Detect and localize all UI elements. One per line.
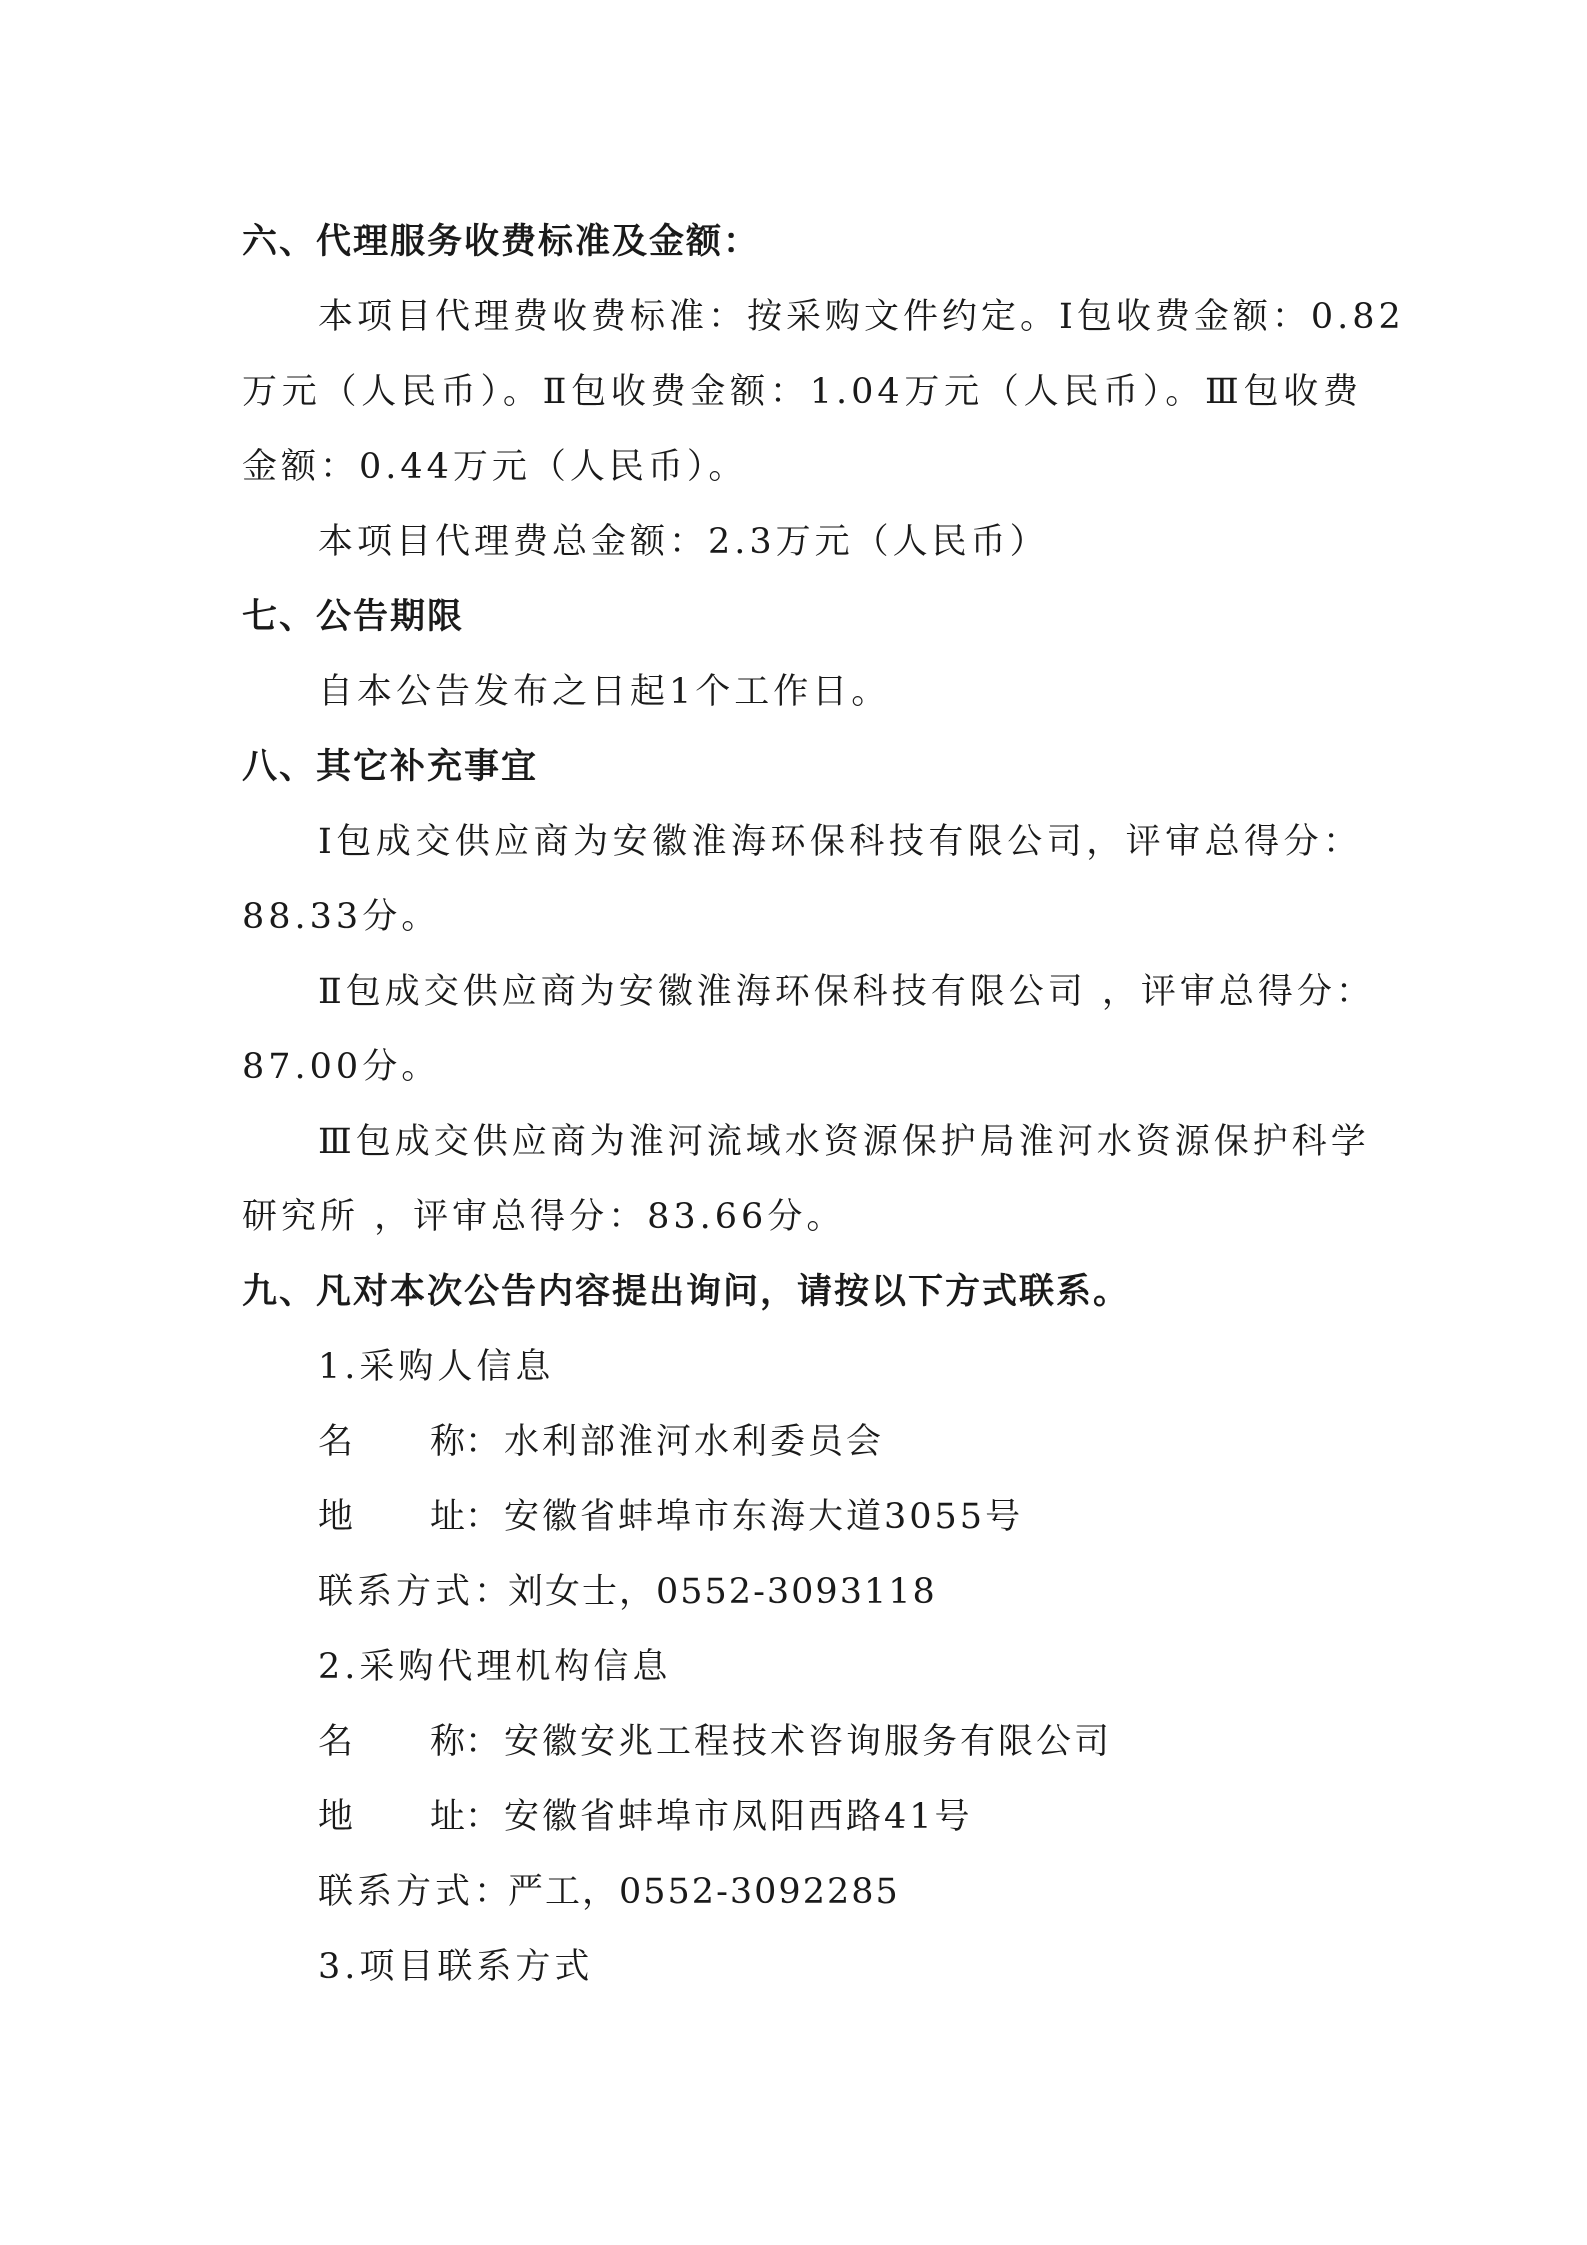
section-six-para2: 本项目代理费总金额：2.3万元（人民币） bbox=[318, 522, 1049, 562]
package-3-line2: 研究所 ，评审总得分：83.66分。 bbox=[242, 1197, 846, 1237]
section-six-para1-line2: 万元（人民币）。Ⅱ包收费金额：1.04万元（人民币）。Ⅲ包收费 bbox=[242, 372, 1362, 412]
agency-contact-value: 严工，0552-3092285 bbox=[508, 1872, 900, 1912]
agency-address-value: 安徽省蚌埠市凤阳西路41号 bbox=[504, 1797, 973, 1837]
section-seven-heading: 七、公告期限 bbox=[242, 597, 465, 637]
package-3-line1: Ⅲ包成交供应商为淮河流域水资源保护局淮河水资源保护科学 bbox=[318, 1122, 1370, 1162]
agency-name-label-1: 名 bbox=[318, 1722, 354, 1762]
purchaser-info-title: 1.采购人信息 bbox=[318, 1347, 555, 1387]
section-eight-heading: 八、其它补充事宜 bbox=[242, 747, 539, 787]
agency-contact-label: 联系方式： bbox=[318, 1872, 514, 1912]
section-seven-text: 自本公告发布之日起1个工作日。 bbox=[318, 672, 891, 712]
purchaser-contact-value: 刘女士，0552-3093118 bbox=[508, 1572, 937, 1612]
purchaser-address-label-2: 址： bbox=[430, 1497, 501, 1537]
agency-address-label-2: 址： bbox=[430, 1797, 501, 1837]
package-2-line2: 87.00分。 bbox=[242, 1047, 441, 1087]
purchaser-name-label-1: 名 bbox=[318, 1422, 354, 1462]
agency-address-label-1: 地 bbox=[318, 1797, 354, 1837]
purchaser-name-label-2: 称： bbox=[430, 1422, 501, 1462]
package-1-line1: Ⅰ包成交供应商为安徽淮海环保科技有限公司，评审总得分： bbox=[318, 822, 1362, 862]
agency-name-label-2: 称： bbox=[430, 1722, 501, 1762]
purchaser-address-value: 安徽省蚌埠市东海大道3055号 bbox=[504, 1497, 1024, 1537]
package-1-line2: 88.33分。 bbox=[242, 897, 441, 937]
purchaser-address-label-1: 地 bbox=[318, 1497, 354, 1537]
section-nine-heading: 九、凡对本次公告内容提出询问，请按以下方式联系。 bbox=[242, 1272, 1131, 1312]
agency-name-value: 安徽安兆工程技术咨询服务有限公司 bbox=[504, 1722, 1113, 1762]
purchaser-name-value: 水利部淮河水利委员会 bbox=[504, 1422, 885, 1462]
agency-info-title: 2.采购代理机构信息 bbox=[318, 1647, 672, 1687]
section-six-para1-line3: 金额：0.44万元（人民币）。 bbox=[242, 447, 748, 487]
project-contact-title: 3.项目联系方式 bbox=[318, 1947, 594, 1987]
purchaser-contact-label: 联系方式： bbox=[318, 1572, 514, 1612]
package-2-line1: Ⅱ包成交供应商为安徽淮海环保科技有限公司 ，评审总得分： bbox=[318, 972, 1375, 1012]
section-six-para1-line1: 本项目代理费收费标准：按采购文件约定。Ⅰ包收费金额：0.82 bbox=[318, 297, 1405, 337]
section-six-heading: 六、代理服务收费标准及金额： bbox=[242, 222, 761, 262]
